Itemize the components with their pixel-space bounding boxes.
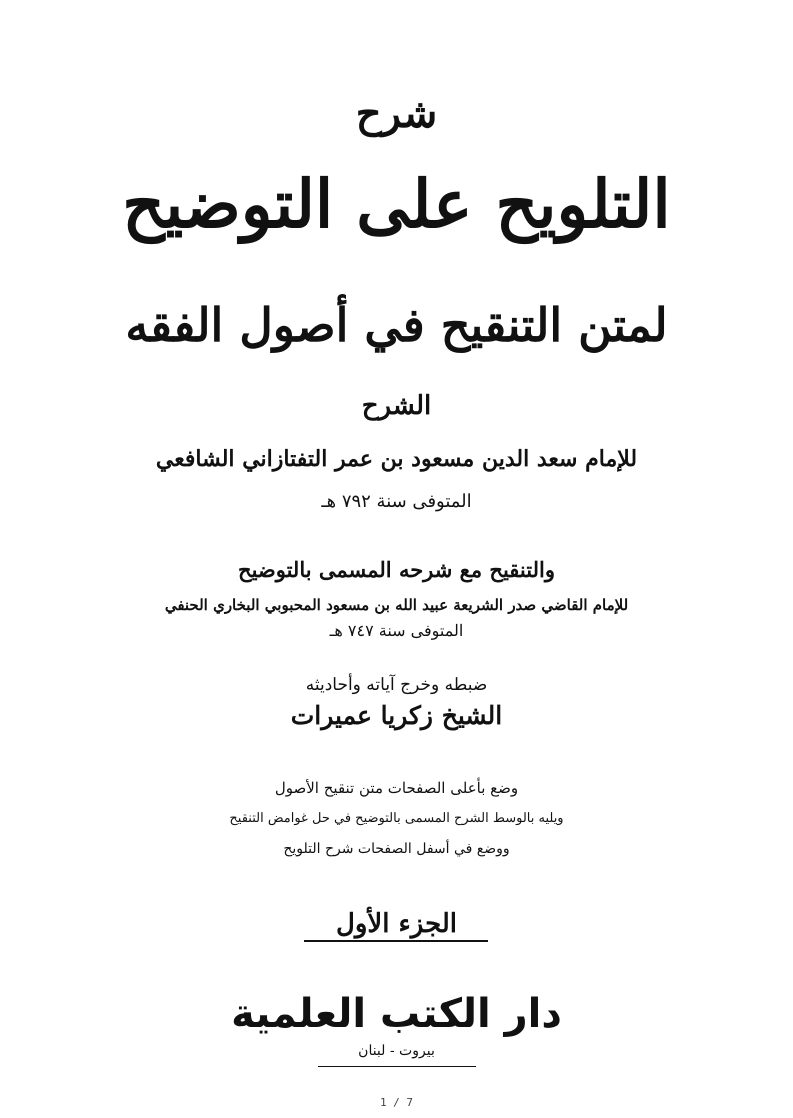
sharh-word: شرح [355,90,438,137]
editor-name: الشيخ زكريا عميرات [290,701,503,730]
publisher-city-underline [318,1066,476,1067]
layout-note-middle: ويليه بالوسط الشرح المسمى بالتوضيح في حل غوامض التنقيح [229,811,564,826]
commentary-author-death: المتوفى سنة ٧٩٢ هـ [321,491,472,512]
volume-label: الجزء الأول [335,909,458,939]
page-indicator: 1 / 7 [379,1096,414,1109]
tanqih-title: والتنقيح مع شرحه المسمى بالتوضيح [238,557,555,582]
publisher-city: بيروت - لبنان [358,1043,435,1059]
layout-note-bottom: ووضع في أسفل الصفحات شرح التلويح [283,841,510,857]
commentary-author: للإمام سعد الدين مسعود بن عمر التفتازاني الشافعي [155,446,638,472]
publisher-name: دار الكتب العلمية [231,991,562,1037]
main-title: التلويح على التوضيح [122,165,671,243]
subtitle: لمتن التنقيح في أصول الفقه [125,298,668,352]
layout-note-top: وضع بأعلى الصفحات متن تنقيح الأصول [274,779,519,797]
tanqih-author: للإمام القاضي صدر الشريعة عبيد الله بن مسعود المحبوبي البخاري الحنفي [164,596,629,614]
tanqih-author-death: المتوفى سنة ٧٤٧ هـ [329,621,464,640]
volume-underline [304,940,488,942]
editor-label: ضبطه وخرج آياته وأحاديثه [305,675,488,695]
commentary-label: الشرح [361,391,432,421]
